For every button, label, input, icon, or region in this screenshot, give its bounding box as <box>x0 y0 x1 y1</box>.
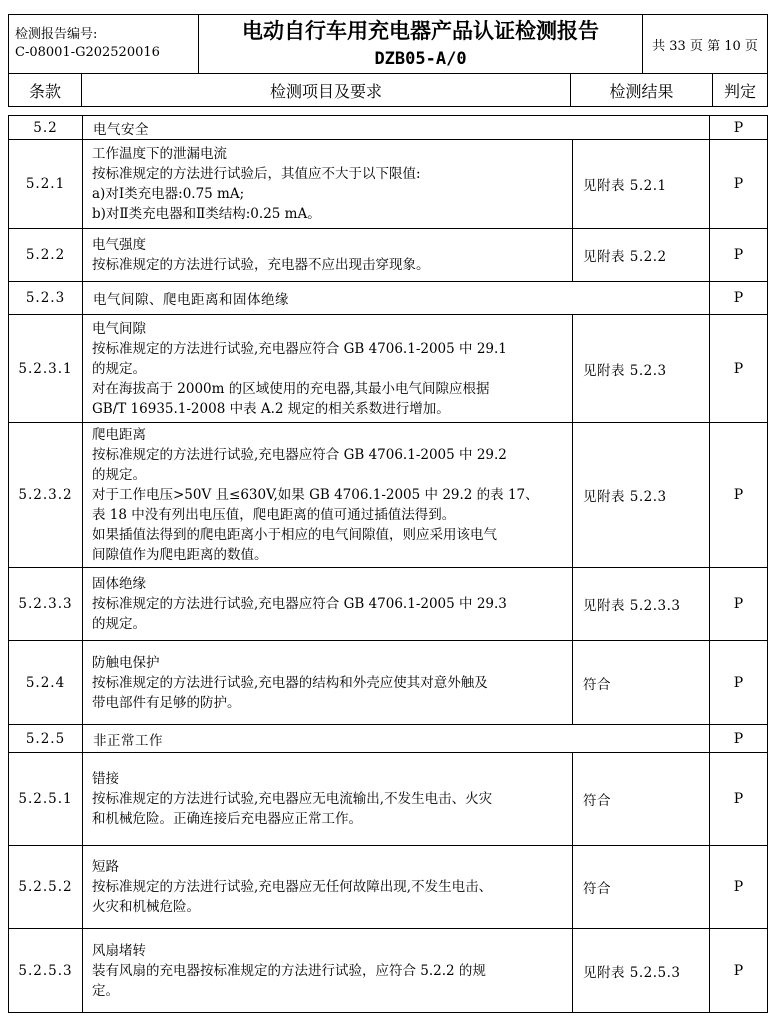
requirement-cell <box>83 641 573 725</box>
result-cell: 见附表 5.2.3 <box>573 423 710 568</box>
column-header-item: 检测项目及要求 <box>82 74 571 107</box>
verdict-cell: P <box>710 116 768 140</box>
table-row <box>9 753 768 846</box>
result-cell: 见附表 5.2.2 <box>573 229 710 282</box>
verdict-cell: P <box>710 641 768 725</box>
clause-cell: 5.2.5.1 <box>9 753 83 846</box>
clause-cell: 5.2.1 <box>9 140 83 229</box>
page-info: 共 33 页 第 10 页 <box>643 15 768 74</box>
requirement-line: 固体绝缘 <box>92 576 146 592</box>
requirement-line: 表 18 中没有列出电压值，爬电距离的值可通过插值法得到。 <box>92 507 456 523</box>
requirement-line: 防触电保护 <box>92 654 160 671</box>
column-header-result: 检测结果 <box>571 74 713 107</box>
result-cell: 见附表 5.2.3 <box>573 315 710 423</box>
requirement-line: 和机械危险。正确连接后充电器应正常工作。 <box>92 811 362 827</box>
requirement-line: 对于工作电压>50V 且≤630V,如果 GB 4706.1-2005 中 29.2 的表 17、 <box>92 487 539 503</box>
title-cell <box>199 15 643 74</box>
clause-cell: 5.2.5.3 <box>9 929 83 1013</box>
requirement-line: GB/T 16935.1-2008 中表 A.2 规定的相关系数进行增加。 <box>92 400 450 417</box>
clause-cell: 5.2.3.3 <box>9 568 83 641</box>
result-cell: 见附表 5.2.3.3 <box>573 568 710 641</box>
report-number: C-08001-G202520016 <box>15 45 160 60</box>
verdict-cell: P <box>710 753 768 846</box>
requirement-line: 按标准规定的方法进行试验,充电器应无任何故障出现,不发生电击、 <box>92 879 493 895</box>
table-row <box>9 140 768 229</box>
table-row <box>9 725 768 753</box>
result-cell: 见附表 5.2.5.3 <box>573 929 710 1013</box>
requirement-cell <box>83 315 573 423</box>
requirement-line: 定。 <box>92 982 119 999</box>
report-header <box>8 14 768 74</box>
requirement-line: 的规定。 <box>92 360 146 377</box>
requirement-cell <box>83 229 573 282</box>
report-number-cell <box>9 15 199 74</box>
section-title: 非正常工作 <box>83 725 710 753</box>
result-cell: 符合 <box>573 753 710 846</box>
table-row <box>9 315 768 423</box>
verdict-cell: P <box>710 846 768 929</box>
requirement-line: 风扇堵转 <box>92 942 146 959</box>
column-header-row <box>8 73 768 107</box>
requirement-line: 的规定。 <box>92 467 146 483</box>
requirement-line: 按标准规定的方法进行试验,充电器应无电流输出,不发生电击、火灾 <box>92 791 493 807</box>
requirement-line: 的规定。 <box>92 616 146 632</box>
requirement-line: 带电部件有足够的防护。 <box>92 694 241 711</box>
requirement-line: 按标准规定的方法进行试验,充电器的结构和外壳应使其对意外触及 <box>92 674 488 691</box>
requirement-cell <box>83 423 573 568</box>
table-row <box>9 116 768 140</box>
requirement-line: 错接 <box>92 771 119 787</box>
clause-cell: 5.2.5 <box>9 725 83 753</box>
requirement-cell <box>83 568 573 641</box>
clause-cell: 5.2.3 <box>9 282 83 315</box>
clause-cell: 5.2.3.2 <box>9 423 83 568</box>
requirement-line: 装有风扇的充电器按标准规定的方法进行试验，应符合 5.2.2 的规 <box>92 962 486 979</box>
result-cell: 符合 <box>573 641 710 725</box>
requirement-line: 工作温度下的泄漏电流 <box>92 146 227 162</box>
requirement-line: 如果插值法得到的爬电距离小于相应的电气间隙值，则应采用该电气 <box>92 527 497 543</box>
requirement-line: 电气强度 <box>92 237 146 253</box>
requirement-line: 火灾和机械危险。 <box>92 899 200 915</box>
requirement-line: 电气间隙 <box>92 320 146 337</box>
requirement-line: b)对Ⅱ类充电器和Ⅱ类结构:0.25 mA。 <box>92 206 321 222</box>
requirement-line: 按标准规定的方法进行试验，充电器不应出现击穿现象。 <box>92 257 430 273</box>
column-header-verdict: 判定 <box>713 74 768 107</box>
table-row <box>9 846 768 929</box>
table-row <box>9 568 768 641</box>
requirement-line: 按标准规定的方法进行试验,充电器应符合 GB 4706.1-2005 中 29.2 <box>92 447 507 463</box>
table-row <box>9 929 768 1013</box>
verdict-cell: P <box>710 423 768 568</box>
requirement-cell <box>83 753 573 846</box>
verdict-cell: P <box>710 568 768 641</box>
report-number-label: 检测报告编号: <box>15 27 98 42</box>
requirement-line: a)对Ⅰ类充电器:0.75 mA; <box>92 186 245 202</box>
verdict-cell: P <box>710 140 768 229</box>
verdict-cell: P <box>710 929 768 1013</box>
clause-cell: 5.2.5.2 <box>9 846 83 929</box>
table-row <box>9 229 768 282</box>
result-cell: 见附表 5.2.1 <box>573 140 710 229</box>
table-row <box>9 282 768 315</box>
verdict-cell: P <box>710 282 768 315</box>
requirement-line: 短路 <box>92 859 119 875</box>
section-title: 电气安全 <box>83 116 710 140</box>
verdict-cell: P <box>710 229 768 282</box>
requirement-cell <box>83 846 573 929</box>
column-header-clause: 条款 <box>9 74 82 107</box>
requirement-line: 按标准规定的方法进行试验,充电器应符合 GB 4706.1-2005 中 29.3 <box>92 596 507 612</box>
report-code: DZB05-A/0 <box>374 49 467 69</box>
inspection-table <box>8 115 768 1013</box>
requirement-line: 间隙值作为爬电距离的数值。 <box>92 547 268 563</box>
clause-cell: 5.2.4 <box>9 641 83 725</box>
requirement-line: 爬电距离 <box>92 427 146 443</box>
clause-cell: 5.2.3.1 <box>9 315 83 423</box>
result-cell: 符合 <box>573 846 710 929</box>
section-title: 电气间隙、爬电距离和固体绝缘 <box>83 282 710 315</box>
verdict-cell: P <box>710 725 768 753</box>
table-row <box>9 423 768 568</box>
requirement-cell <box>83 929 573 1013</box>
requirement-cell <box>83 140 573 229</box>
requirement-line: 按标准规定的方法进行试验后，其值应不大于以下限值: <box>92 166 421 182</box>
clause-cell: 5.2.2 <box>9 229 83 282</box>
table-row <box>9 641 768 725</box>
requirement-line: 按标准规定的方法进行试验,充电器应符合 GB 4706.1-2005 中 29.1 <box>92 340 507 357</box>
verdict-cell: P <box>710 315 768 423</box>
requirement-line: 对在海拔高于 2000m 的区域使用的充电器,其最小电气间隙应根据 <box>92 380 490 397</box>
report-title: 电动自行车用充电器产品认证检测报告 <box>242 19 599 43</box>
clause-cell: 5.2 <box>9 116 83 140</box>
